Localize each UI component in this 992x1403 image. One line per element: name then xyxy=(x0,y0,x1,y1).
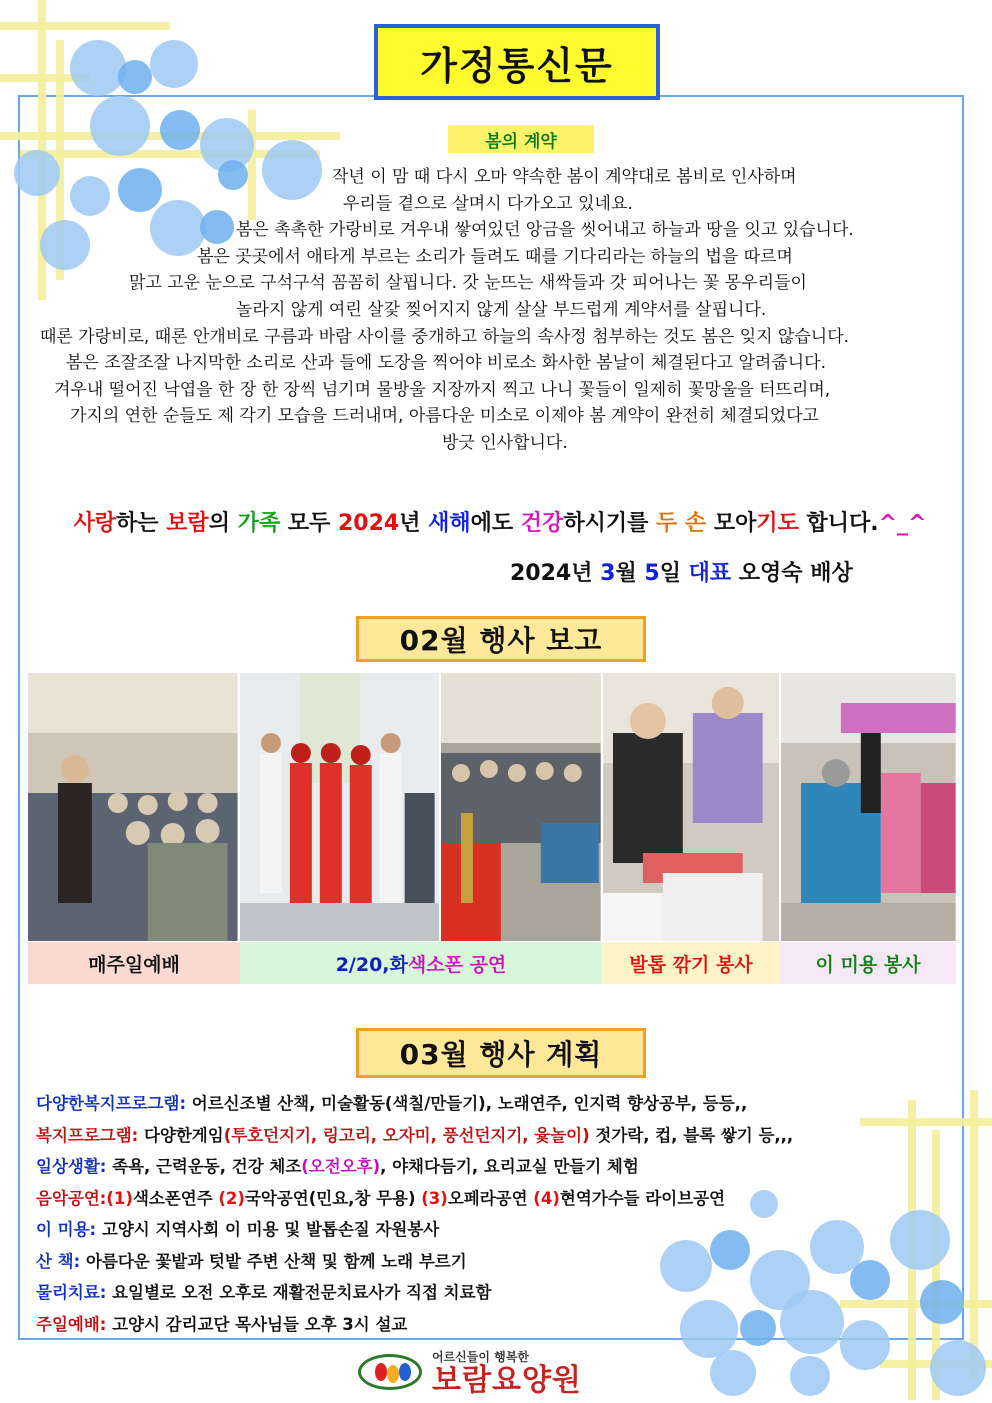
plan-text-segment: 고양시 지역사회 이 미용 및 발톱손질 자원봉사 xyxy=(96,1220,440,1239)
toenail-service-photo xyxy=(603,673,780,941)
caption-haircut xyxy=(780,942,956,984)
plan-label: 물리치료: xyxy=(36,1283,107,1302)
blessing-segment: 2024 xyxy=(337,511,400,536)
caption-worship xyxy=(28,942,240,984)
march-plan-list xyxy=(36,1088,936,1340)
caption-segment: 매주일예배 xyxy=(88,953,180,976)
plan-text-segment: 어르신조별 산책, 미술활동(색칠/만들기), 노래연주, 인지력 향상공부, 등등,, xyxy=(186,1094,748,1113)
caption-saxophone xyxy=(240,942,602,984)
logo-emblem-icon xyxy=(358,1354,422,1390)
blessing-segment: 사랑 xyxy=(73,511,116,536)
blessing-segment: 새해 xyxy=(428,511,471,536)
plan-label: 산 책: xyxy=(36,1251,81,1271)
poem-line: 봄은 곳곳에서 애타게 부르는 소리가 들려도 때를 기다리라는 하늘의 법을 따르며 xyxy=(197,246,793,267)
plan-label: 일상생활: xyxy=(36,1157,107,1176)
plan-row xyxy=(36,1309,936,1341)
plan-text-segment: (4) xyxy=(533,1188,560,1208)
blessing-segment: 건강 xyxy=(520,511,564,536)
blessing-segment: 기도 xyxy=(756,511,799,536)
plan-text-segment: 고양시 감리교단 목사님들 오후 3시 설교 xyxy=(106,1314,408,1334)
saxophone-performance-photo xyxy=(240,673,440,941)
poem-subtitle: 봄의 계약 xyxy=(448,125,594,153)
signature-segment: 대표 xyxy=(688,561,732,586)
poem-line: 봄은 촉촉한 가랑비로 겨우내 쌓여있던 앙금을 씻어내고 하늘과 땅을 잇고 있습니다. xyxy=(236,220,854,241)
plan-row xyxy=(36,1214,936,1246)
newsletter-title: 가정통신문 xyxy=(420,43,614,88)
plan-row xyxy=(36,1088,936,1120)
plan-row xyxy=(36,1277,936,1309)
plan-label: 이 미용: xyxy=(36,1220,97,1239)
plan-text-segment: 요일별로 오전 오후로 재활전문치료사가 직접 치료함 xyxy=(106,1283,492,1302)
blessing-segment: 보람 xyxy=(166,511,209,536)
poem-line: 맑고 고운 눈으로 구석구석 꼼꼼히 살핍니다. 갓 눈뜨는 새싹들과 갓 피어나는 꽃 몽우리들이 xyxy=(129,273,807,294)
signature-segment: 오영숙 배상 xyxy=(731,561,853,586)
newsletter-title-box xyxy=(374,24,660,100)
poem-line: 방긋 인사합니다. xyxy=(442,432,568,453)
plan-row xyxy=(36,1120,936,1152)
caption-segment: 2/20,화 xyxy=(335,953,408,976)
blessing-segment: 두 손 xyxy=(655,511,707,536)
plan-text-segment: 현역가수들 라이브공연 xyxy=(559,1188,726,1208)
poem-line: 때론 가랑비로, 때론 안개비로 구름과 바람 사이를 중개하고 하늘의 속사정 첨부하는 것도 봄은 잊지 않습니다. xyxy=(40,326,850,347)
caption-segment: 이 미용 봉사 xyxy=(815,953,921,976)
plan-text-segment: (1) xyxy=(106,1188,133,1208)
plan-text-segment: 아름다운 꽃밭과 텃밭 주변 산책 및 함께 노래 부르기 xyxy=(80,1251,467,1271)
blessing-segment: ^_^ xyxy=(878,511,927,536)
plan-row xyxy=(36,1151,936,1183)
logo-name: 보람요양원 xyxy=(432,1362,582,1398)
blessing-segment: 의 xyxy=(208,511,238,536)
poem-line: 작년 이 맘 때 다시 오마 약속한 봄이 계약대로 봄비로 인사하며 xyxy=(332,167,797,187)
poem-line: 봄은 조잘조잘 나지막한 소리로 산과 들에 도장을 찍어야 비로소 화사한 봄날이 체결된다고 알려줍니다. xyxy=(66,353,826,374)
worship-photo xyxy=(28,673,238,941)
poem-body xyxy=(40,164,970,457)
blessing-segment: 모아 xyxy=(706,511,757,536)
caption-toenail xyxy=(602,942,780,984)
plan-text-segment: 오페라공연 xyxy=(447,1188,534,1208)
signature-segment: 2024년 xyxy=(510,561,601,586)
caption-segment: 색소폰 공연 xyxy=(407,953,507,976)
poem-line: 가지의 연한 순들도 제 각기 모습을 드러내며, 아름다운 미소로 이제야 봄 계약이 완전히 체결되었다고 xyxy=(70,406,819,427)
plan-label: 음악공연: xyxy=(36,1188,107,1208)
plan-label: 다양한복지프로그램: xyxy=(36,1094,187,1113)
poem-line: 겨우내 떨어진 낙엽을 한 장 한 장씩 넘기며 물방울 지장까지 찍고 나니 꽃들이 일제히 꽃망울을 터뜨리며, xyxy=(54,379,831,400)
photo-captions xyxy=(28,942,956,984)
signature-segment: 일 xyxy=(659,561,689,586)
plan-text-segment: (오전오후) xyxy=(301,1157,381,1176)
plan-text-segment: 족욕, 근력운동, 건강 체조 xyxy=(106,1157,302,1176)
new-year-blessing xyxy=(40,506,960,537)
signature-segment: 월 xyxy=(615,561,645,586)
bolam-nursing-home-logo xyxy=(358,1348,638,1396)
plan-row xyxy=(36,1183,936,1215)
signature-segment: 5 xyxy=(644,561,660,586)
blessing-segment: 하시기를 xyxy=(563,511,656,536)
section-mar-plan-title: 03월 행사 계획 xyxy=(356,1028,646,1078)
logo-tagline: 어르신들이 행복한 xyxy=(432,1349,529,1364)
section-feb-report-title: 02월 행사 보고 xyxy=(356,616,646,662)
plan-label: 주일예배: xyxy=(36,1314,107,1334)
blessing-segment: 모두 xyxy=(280,511,338,536)
plan-text-segment: 젓가락, 컵, 블록 쌓기 등,,, xyxy=(589,1125,794,1145)
plan-row xyxy=(36,1246,936,1278)
plan-text-segment: 다양한게임 xyxy=(138,1125,224,1145)
plan-text-segment: (2) xyxy=(218,1188,245,1208)
plan-text-segment: , 야채다듬기, 요리교실 만들기 체험 xyxy=(380,1157,639,1176)
blessing-segment: 하는 xyxy=(116,511,167,536)
signature-line xyxy=(510,556,853,587)
blessing-segment: 에도 xyxy=(470,511,521,536)
event-photo-strip xyxy=(28,673,956,941)
blessing-segment: 가족 xyxy=(237,511,281,536)
signature-segment: 3 xyxy=(600,561,616,586)
plan-label: 복지프로그램: xyxy=(36,1125,139,1145)
blessing-segment: 합니다. xyxy=(798,511,879,536)
poem-line: 놀라지 않게 여린 살갗 찢어지지 않게 살살 부드럽게 계약서를 살핍니다. xyxy=(236,299,767,320)
plan-text-segment: (투호던지기, 링고리, 오자미, 풍선던지기, 윷놀이) xyxy=(223,1125,590,1145)
saxophone-audience-photo xyxy=(441,673,601,941)
plan-text-segment: 국악공연(민요,창 무용) xyxy=(244,1188,422,1208)
blessing-segment: 년 xyxy=(399,511,429,536)
poem-line: 우리들 곁으로 살며시 다가오고 있네요. xyxy=(343,193,633,214)
plan-text-segment: 색소폰연주 xyxy=(132,1188,219,1208)
plan-text-segment: (3) xyxy=(421,1188,448,1208)
caption-segment: 발톱 깎기 봉사 xyxy=(629,953,753,976)
haircut-service-photo xyxy=(781,673,956,941)
